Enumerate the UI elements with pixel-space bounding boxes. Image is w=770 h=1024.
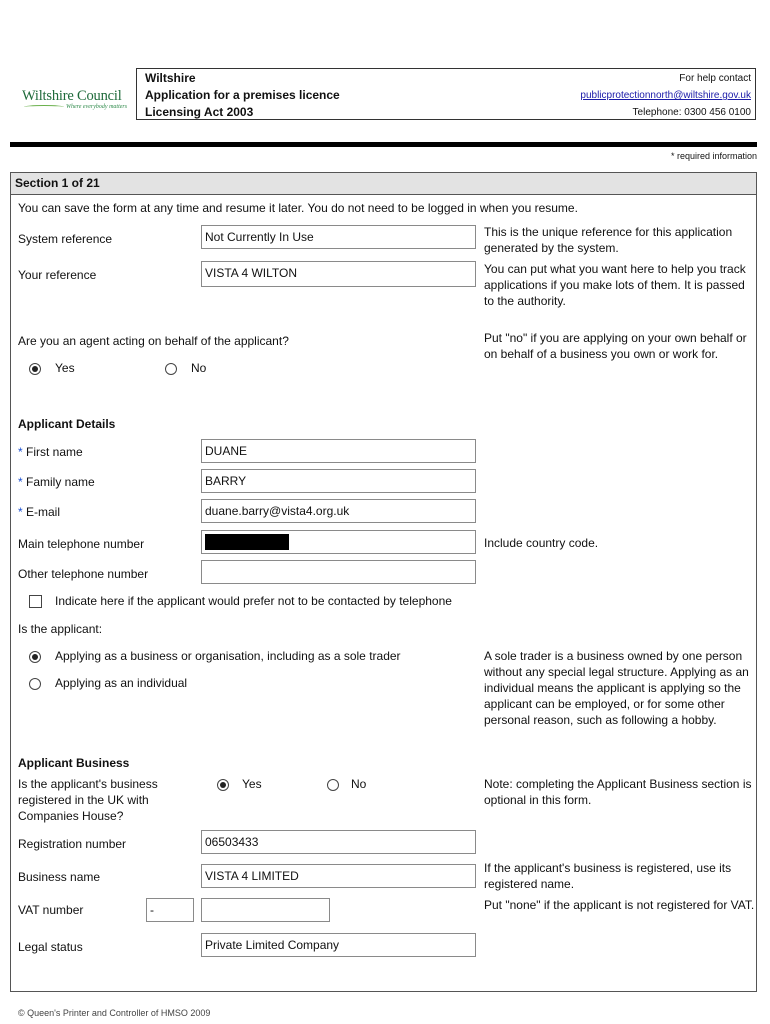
agent-no-radio[interactable] xyxy=(165,363,177,375)
applicant-type-business-radio[interactable] xyxy=(29,651,41,663)
your-reference-label: Your reference xyxy=(18,268,97,282)
help-label: For help contact xyxy=(679,73,751,84)
logo-swoosh-icon xyxy=(24,105,64,109)
required-information-note: * required information xyxy=(670,151,757,161)
family-name-field[interactable]: BARRY xyxy=(201,469,476,493)
logo-name: Wiltshire Council xyxy=(22,88,122,104)
redacted-block xyxy=(205,534,289,550)
business-registered-question: Is the applicant's business registered in the UK with Companies House? xyxy=(18,777,158,823)
legal-status-label: Legal status xyxy=(18,940,83,954)
form-title-line-1: Wiltshire xyxy=(145,71,196,85)
no-phone-contact-checkbox[interactable] xyxy=(29,595,42,608)
business-name-label: Business name xyxy=(18,870,101,884)
copyright-footer: © Queen's Printer and Controller of HMSO 2009 xyxy=(18,1008,211,1018)
first-name-field[interactable]: DUANE xyxy=(201,439,476,463)
no-phone-contact-label: Indicate here if the applicant would prefer not to be contacted by telephone xyxy=(55,594,452,608)
wiltshire-council-logo xyxy=(22,88,128,110)
main-telephone-label: Main telephone number xyxy=(18,537,145,551)
required-marker: * xyxy=(18,505,23,519)
form-title-line-3: Licensing Act 2003 xyxy=(145,105,254,119)
registration-number-label: Registration number xyxy=(18,837,127,851)
help-phone: Telephone: 0300 456 0100 xyxy=(632,107,751,118)
applicant-type-individual-radio[interactable] xyxy=(29,678,41,690)
applicant-type-help: A sole trader is a business owned by one person without any special legal structure. Applying as an individual means the applicant is applying so the applicant can be employed, or for some other personal reason, such as following a hobby. xyxy=(484,649,749,727)
email-field[interactable]: duane.barry@vista4.org.uk xyxy=(201,499,476,523)
email-label: * E-mail xyxy=(18,505,61,519)
applicant-business-heading: Applicant Business xyxy=(18,756,130,770)
required-marker: * xyxy=(18,475,23,489)
other-telephone-label: Other telephone number xyxy=(18,567,149,581)
agent-question: Are you an agent acting on behalf of the applicant? xyxy=(18,334,289,348)
registration-number-field[interactable]: 06503433 xyxy=(201,830,476,854)
help-contact xyxy=(580,70,751,121)
vat-prefix-field[interactable]: - xyxy=(146,898,194,922)
form-header xyxy=(136,68,756,120)
header-divider xyxy=(10,142,757,147)
main-telephone-help: Include country code. xyxy=(484,536,599,550)
business-registered-no-radio[interactable] xyxy=(327,779,339,791)
vat-number-field[interactable] xyxy=(201,898,330,922)
business-registered-yes-radio[interactable] xyxy=(217,779,229,791)
business-registered-no-label: No xyxy=(351,777,367,791)
other-telephone-field[interactable] xyxy=(201,560,476,584)
first-name-label: * First name xyxy=(18,445,83,459)
system-reference-label: System reference xyxy=(18,232,113,246)
form-title xyxy=(145,70,340,121)
your-reference-field[interactable]: VISTA 4 WILTON xyxy=(201,261,476,287)
applicant-type-individual-label: Applying as an individual xyxy=(55,676,188,690)
legal-status-field[interactable]: Private Limited Company xyxy=(201,933,476,957)
vat-number-help: Put "none" if the applicant is not registered for VAT. xyxy=(484,898,755,912)
business-registered-yes-label: Yes xyxy=(242,777,262,791)
section-intro: You can save the form at any time and resume it later. You do not need to be logged in when you resume. xyxy=(18,201,578,215)
business-name-field[interactable]: VISTA 4 LIMITED xyxy=(201,864,476,888)
applicant-type-business-label: Applying as a business or organisation, including as a sole trader xyxy=(55,649,401,663)
agent-yes-radio[interactable] xyxy=(29,363,41,375)
business-optional-note: Note: completing the Applicant Business section is optional in this form. xyxy=(484,777,752,807)
form-title-line-2: Application for a premises licence xyxy=(145,88,340,102)
agent-yes-label: Yes xyxy=(55,361,75,375)
required-marker: * xyxy=(18,445,23,459)
business-name-help: If the applicant's business is registered, use its registered name. xyxy=(484,861,732,891)
logo-tagline: Where everybody matters xyxy=(66,104,128,110)
applicant-details-heading: Applicant Details xyxy=(18,417,116,431)
your-reference-help: You can put what you want here to help you track applications if you make lots of them. It is passed to the authority. xyxy=(484,262,746,308)
applicant-type-question: Is the applicant: xyxy=(18,622,103,636)
agent-help: Put "no" if you are applying on your own behalf or on behalf of a business you own or work for. xyxy=(484,331,747,361)
family-name-label: * Family name xyxy=(18,475,95,489)
agent-no-label: No xyxy=(191,361,207,375)
section-title: Section 1 of 21 xyxy=(11,173,756,195)
system-reference-field[interactable]: Not Currently In Use xyxy=(201,225,476,249)
help-email-link[interactable]: publicprotectionnorth@wiltshire.gov.uk xyxy=(580,90,751,101)
system-reference-help: This is the unique reference for this application generated by the system. xyxy=(484,225,733,255)
vat-number-label: VAT number xyxy=(18,903,84,917)
main-telephone-field[interactable] xyxy=(201,530,476,554)
